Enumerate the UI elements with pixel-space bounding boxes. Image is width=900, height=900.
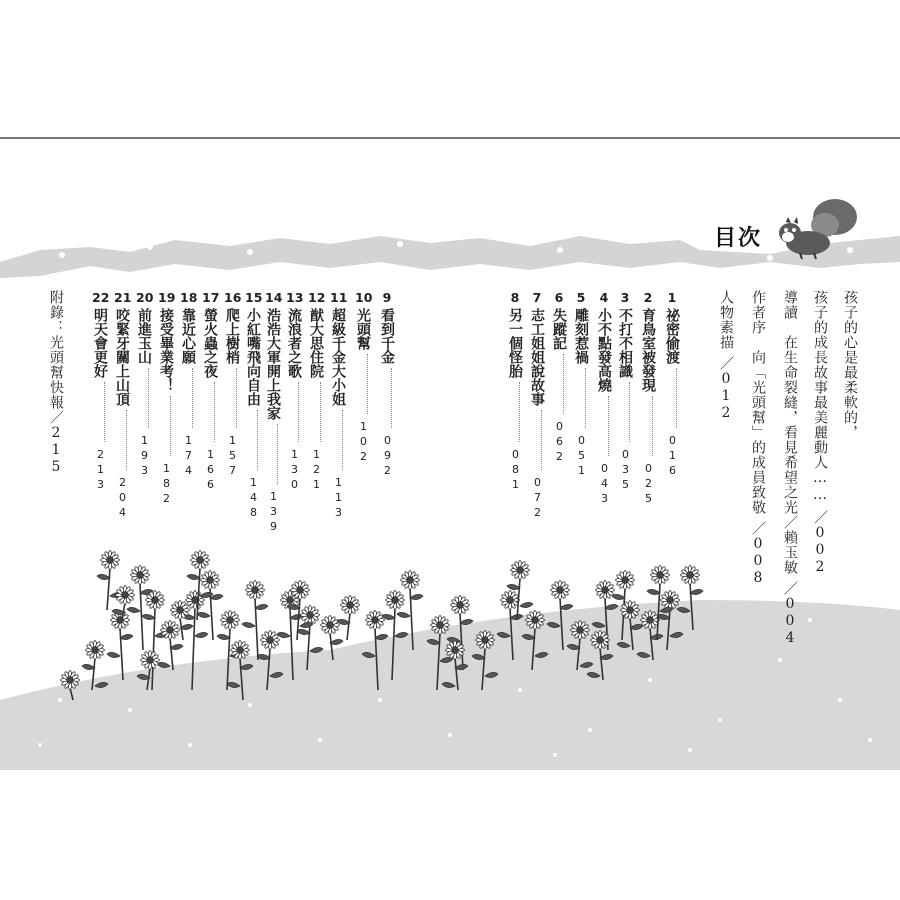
leader-dots [644,396,653,456]
chapter-page: 182 [160,462,173,507]
chapter-entry [265,290,281,535]
chapter-entry [573,290,589,479]
chapter-number: 10 [355,290,373,305]
leader-dots [334,410,343,470]
chapter-title: 小紅嘴飛向自由 [245,308,261,406]
chapter-entry [92,290,108,493]
chapter-title: 螢火蟲之夜 [202,308,218,378]
appendix-entry [48,290,64,476]
intro-entry [782,290,798,647]
leader-dots [621,382,630,442]
chapter-entry [158,290,174,507]
chapter-page: 213 [94,448,107,493]
chapter-entry [245,290,261,521]
leader-dots [184,368,193,428]
chapter-number: 1 [667,290,677,305]
chapter-number: 7 [532,290,542,305]
chapter-entry [507,290,523,493]
chapter-number: 2 [643,290,653,305]
leader-dots [290,382,299,442]
leader-dots [555,354,564,414]
intro-entry-text: 孩子的成長故事最美麗動人…… [812,290,828,504]
chapter-title: 看到千金 [379,308,395,364]
chapter-number: 19 [158,290,176,305]
chapter-title: 靠近心願 [180,308,196,364]
intro-entry-page: ／012 [718,356,734,422]
chapter-number: 12 [308,290,326,305]
chapter-page: 157 [226,434,239,479]
intro-entry-text: 作者序 向「光頭幫」的成員致敬 [750,290,766,515]
chapter-number: 4 [599,290,609,305]
chapter-page: 139 [267,490,280,535]
leader-dots [600,396,609,456]
appendix-page: ／215 [48,410,64,476]
chapter-title: 爬上樹梢 [224,308,240,364]
chapter-entry [355,290,371,465]
chapter-title: 雕刻惹禍 [573,308,589,364]
chapter-entry [529,290,545,521]
intro-entry [842,290,858,440]
intro-entry [750,290,766,587]
leader-dots [162,396,171,456]
leader-dots [96,382,105,442]
leader-dots [312,382,321,442]
chapter-number: 8 [510,290,520,305]
chapter-number: 9 [382,290,392,305]
chapter-page: 062 [553,420,566,465]
flower-icon [107,611,133,680]
leader-dots [269,424,278,484]
chapter-number: 6 [554,290,564,305]
chapter-number: 21 [114,290,132,305]
chapter-title: 流浪者之歌 [286,308,302,378]
chapter-entry [617,290,633,493]
chapter-entry [224,290,240,479]
chapter-page: 035 [619,448,632,493]
chapter-title: 咬緊牙關上山頂 [114,308,130,406]
chapter-title: 育鳥室被發現 [640,308,656,392]
chapter-page: 016 [666,434,679,479]
leader-dots [577,368,586,428]
chapter-title: 祕密偷渡 [664,308,680,364]
chapter-number: 22 [92,290,110,305]
leader-dots [383,368,392,428]
chapter-page: 166 [204,448,217,493]
chapter-title: 浩浩大軍開上我家 [265,308,281,420]
chapter-title: 小不點發高燒 [596,308,612,392]
chapter-title: 明天會更好 [92,308,108,378]
chapter-entry [379,290,395,479]
chapter-entry [286,290,302,493]
leader-dots [359,354,368,414]
toc-title: 目次 [714,226,763,251]
leader-dots [228,368,237,428]
chapter-title: 超級千金大小姐 [330,308,346,406]
chapter-entry [308,290,324,493]
chapter-page: 174 [182,434,195,479]
appendix-title: 附錄：光頭幫快報 [48,290,64,410]
chapter-entry [114,290,130,521]
leader-dots [249,410,258,470]
chapter-number: 14 [265,290,283,305]
chapter-number: 11 [330,290,348,305]
chapter-entry [551,290,567,465]
chapter-number: 15 [245,290,263,305]
chapter-number: 13 [286,290,304,305]
leader-dots [668,368,677,428]
intro-entry-text: 孩子的心是最柔軟的， [842,290,858,440]
chapter-entry [664,290,680,479]
intro-entry-text: 人物素描 [718,290,734,350]
chapter-page: 121 [310,448,323,493]
leader-dots [118,410,127,470]
intro-entry-text: 導讀 在生命裂縫，看見希望之光／賴玉敏 [782,290,798,575]
leader-dots [533,410,542,470]
chapter-page: 148 [247,476,260,521]
chapter-title: 不打不相識 [617,308,633,378]
flower-icon [97,551,123,610]
chapter-title: 失蹤記 [551,308,567,350]
gray-band [0,236,900,278]
chapter-number: 16 [224,290,242,305]
intro-entry [812,290,828,576]
chapter-page: 130 [288,448,301,493]
chapter-entry [640,290,656,507]
chapter-page: 113 [332,476,345,521]
chapter-number: 17 [202,290,220,305]
leader-dots [140,368,149,428]
chapter-page: 204 [116,476,129,521]
flower-icon [337,596,359,640]
chapter-page: 051 [575,434,588,479]
intro-entry-page: ／008 [750,521,766,587]
chapter-entry [136,290,152,479]
chapter-title: 猷大思住院 [308,308,324,378]
intro-entry-page: ／002 [812,510,828,576]
chapter-entry [330,290,346,521]
chapter-number: 5 [576,290,586,305]
chapter-title: 接受畢業考！ [158,308,174,392]
chapter-title: 光頭幫 [355,308,371,350]
intro-entry-page: ／004 [782,581,798,647]
chapter-page: 025 [642,462,655,507]
chapter-title: 另一個怪胎 [507,308,523,378]
chapter-page: 092 [381,434,394,479]
chapter-page: 072 [531,476,544,521]
leader-dots [511,382,520,442]
chapter-number: 20 [136,290,154,305]
chapter-page: 193 [138,434,151,479]
chapter-entry [180,290,196,479]
chapter-number: 3 [620,290,630,305]
chapter-page: 102 [357,420,370,465]
chapter-title: 志工姐姐說故事 [529,308,545,406]
flower-icon [157,621,183,670]
chapter-page: 043 [598,462,611,507]
chapter-title: 前進玉山 [136,308,152,364]
chapter-entry [596,290,612,507]
chapter-entry [202,290,218,493]
intro-entry [718,290,734,422]
chapter-page: 081 [509,448,522,493]
chapter-number: 18 [180,290,198,305]
leader-dots [206,382,215,442]
